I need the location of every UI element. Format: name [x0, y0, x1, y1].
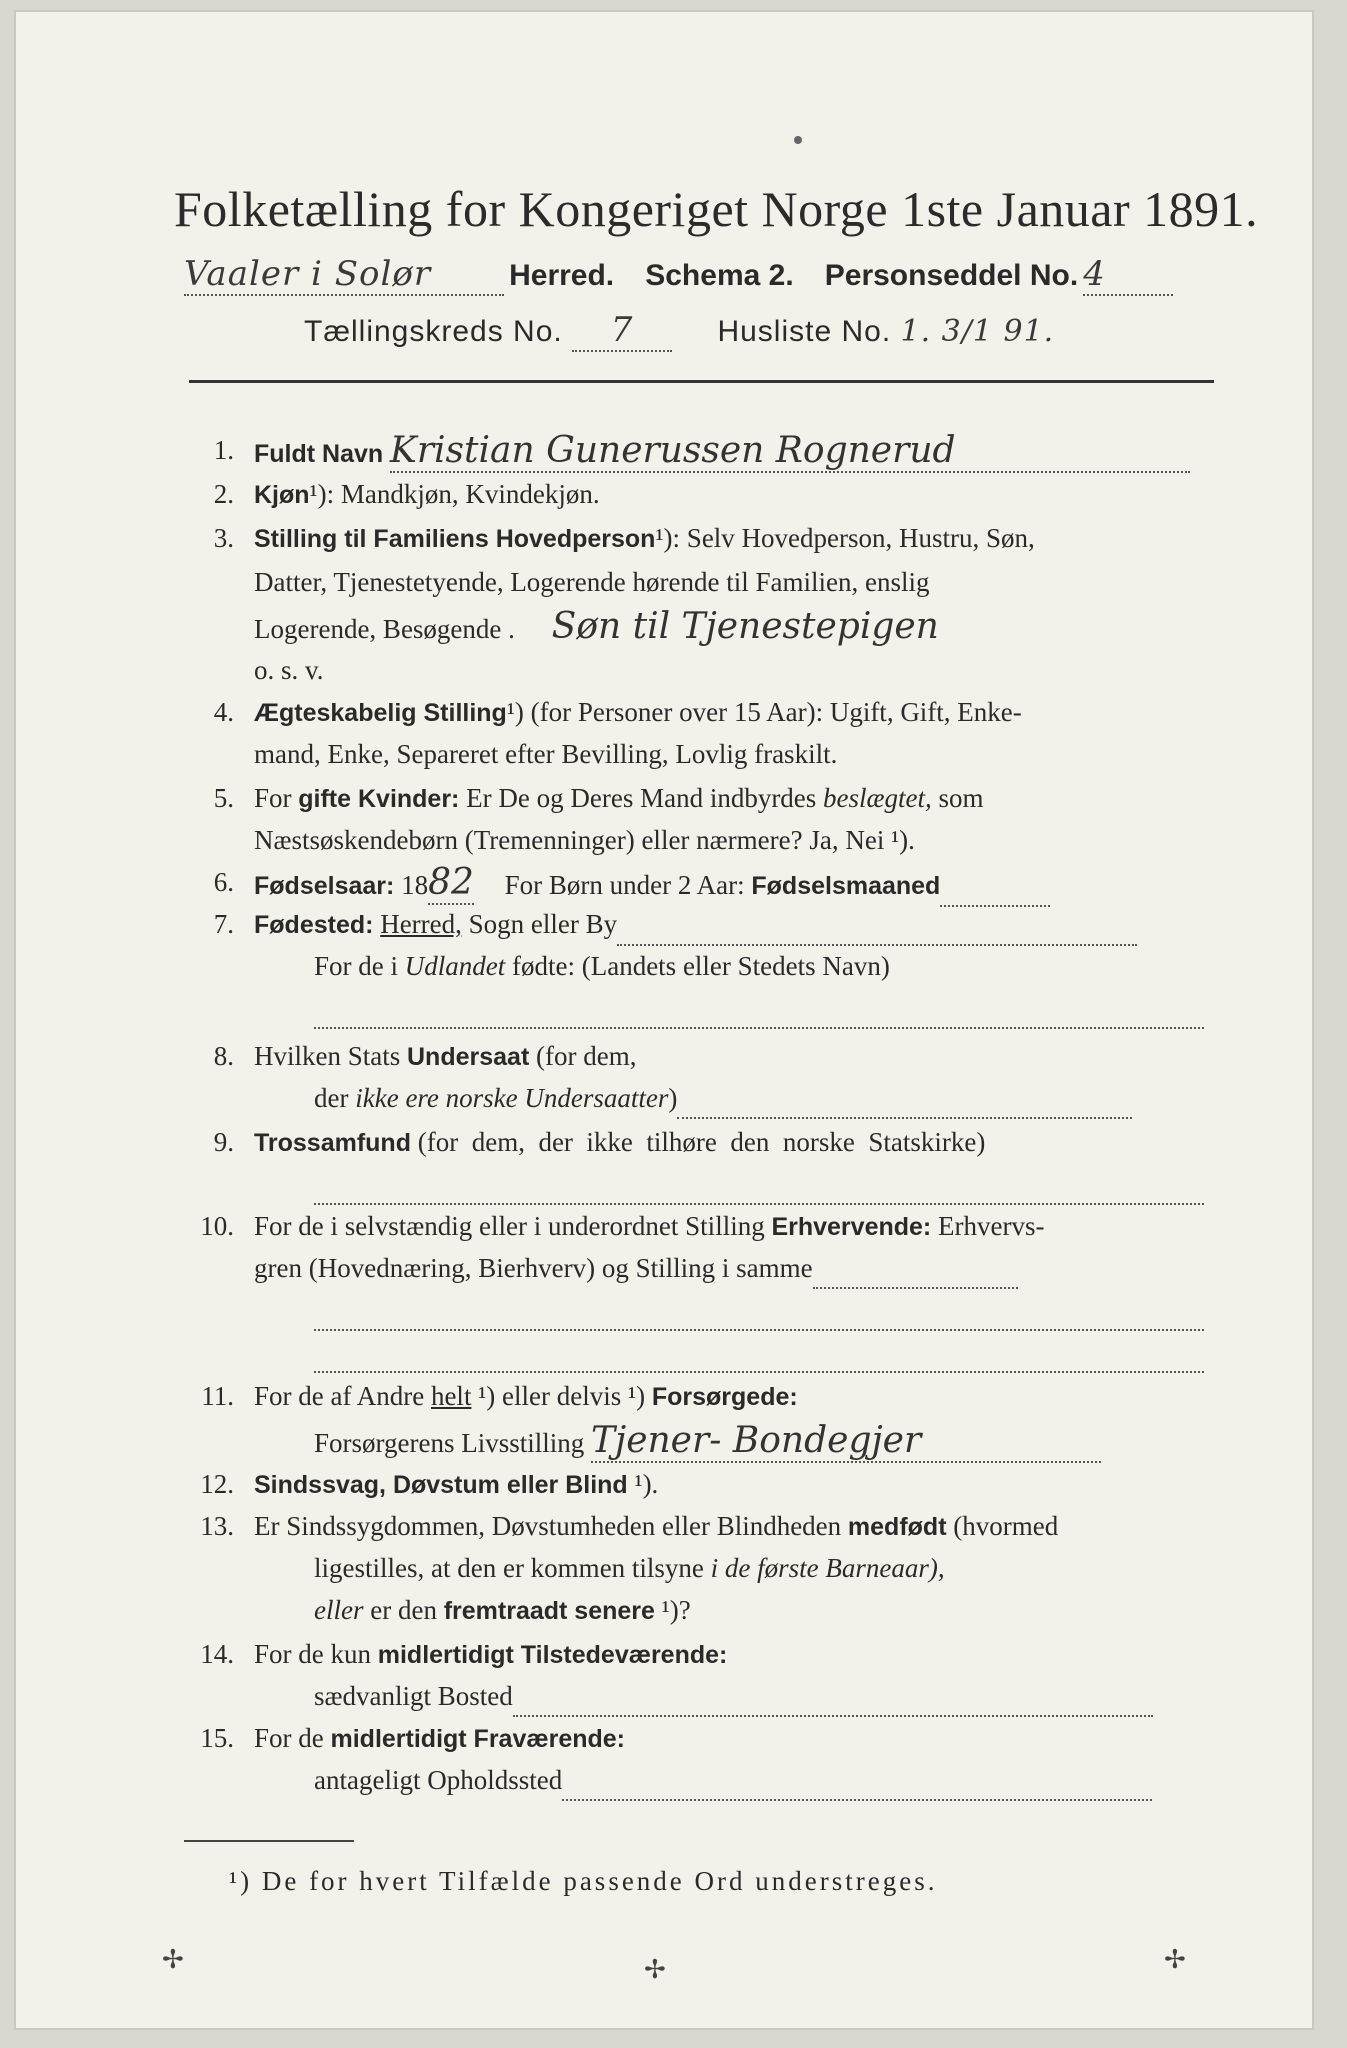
item-text: (hvormed	[953, 1511, 1059, 1541]
item-text: For Børn under 2 Aar:	[504, 870, 745, 900]
header-divider	[189, 380, 1214, 383]
schema-label: Schema 2.	[645, 259, 794, 292]
item-number: 10.	[200, 1211, 234, 1241]
item-text: ligestilles, at den er kommen tilsyne	[314, 1553, 704, 1583]
item-text: Sogn eller By	[468, 909, 618, 939]
item-number: 13.	[200, 1511, 234, 1541]
star-mark-icon: ✢	[644, 1955, 666, 1985]
item-text-underlined: Herred,	[380, 909, 462, 939]
husliste-label: Husliste No.	[717, 315, 892, 348]
taellingskreds-number: 7	[572, 310, 672, 352]
taellingskreds-label: Tællingskreds No.	[304, 315, 563, 348]
family-position-answer: Søn til Tjenestepigen	[551, 606, 939, 647]
item-text: For de kun	[254, 1639, 371, 1669]
footnote-divider	[184, 1840, 354, 1842]
item-text: o. s. v.	[254, 655, 324, 685]
header-line-municipality	[184, 254, 1224, 298]
item-text: Mandkjøn, Kvindekjøn.	[340, 479, 600, 509]
item-text: For de i selvstændig eller i underordnet Stilling	[254, 1211, 765, 1241]
item-text: antageligt Opholdssted	[314, 1765, 563, 1795]
item-text: Logerende, Besøgende .	[254, 614, 515, 644]
item-label: Fødselsmaaned	[751, 872, 941, 900]
item-number: 6.	[213, 867, 234, 897]
item-label: Forsørgede:	[651, 1383, 798, 1411]
item-text: Forsørgerens Livsstilling	[314, 1428, 585, 1458]
birth-year-answer: 82	[428, 862, 474, 903]
item-label: Fødested:	[254, 911, 374, 939]
husliste-number: 1. 3/1 91.	[900, 314, 1055, 349]
item-text: mand, Enke, Separeret efter Bevilling, Lovlig fraskilt.	[254, 739, 838, 769]
supporter-occupation-answer: Tjener- Bondegjer	[591, 1420, 1101, 1463]
item-text-italic: beslægtet,	[823, 783, 932, 813]
item-text: der	[314, 1083, 349, 1113]
item-text-italic: eller	[314, 1595, 364, 1625]
item-label: midlertidigt Tilstedeværende:	[377, 1641, 728, 1669]
item-number: 7.	[213, 909, 234, 939]
whereabouts-field	[562, 1773, 1152, 1801]
foreign-birthplace-field	[314, 1001, 1204, 1029]
herred-label: Herred.	[509, 259, 615, 292]
item-text: fødte: (Landets eller Stedets Navn)	[512, 951, 890, 981]
item-text: gren (Hovednæring, Bierhverv) og Stilling i samme	[254, 1253, 813, 1283]
item-number: 5.	[213, 783, 234, 813]
item-label: medfødt	[847, 1513, 947, 1541]
item-number: 9.	[213, 1127, 234, 1157]
item-text-italic: ikke ere norske Undersaatter	[355, 1083, 669, 1113]
full-name-answer: Kristian Gunerussen Rognerud	[390, 430, 1190, 473]
citizenship-field	[677, 1091, 1132, 1119]
item-text: Er Sindssygdommen, Døvstumheden eller Blindheden	[254, 1511, 842, 1541]
footnote: ¹) De for hvert Tilfælde passende Ord understreges.	[229, 1866, 938, 1896]
form-title: Folketælling for Kongeriget Norge 1ste Januar 1891.	[174, 181, 1259, 237]
item-number: 14.	[200, 1639, 234, 1669]
item-label: Ægteskabelig Stilling	[254, 699, 507, 727]
item-number: 3.	[213, 523, 234, 553]
personseddel-label: Personseddel No.	[824, 259, 1079, 292]
occupation-field-2	[314, 1303, 1204, 1331]
item-label: Stilling til Familiens Hovedperson	[254, 525, 656, 553]
item-label: Trossamfund	[254, 1129, 411, 1157]
item-text: (for Personer over 15 Aar): Ugift, Gift, Enke-	[530, 697, 1022, 727]
star-mark-icon: ✢	[1164, 1945, 1186, 1975]
item-text: For de	[254, 1723, 324, 1753]
item-text: eller delvis	[502, 1381, 622, 1411]
item-number: 11.	[201, 1381, 234, 1411]
item-text: For de i	[314, 951, 398, 981]
star-mark-icon: ✢	[162, 1945, 184, 1975]
item-text: (for dem, der ikke tilhøre den norske Statskirke)	[417, 1127, 986, 1157]
birth-month-field	[940, 879, 1050, 907]
item-text: som	[938, 783, 984, 813]
item-number: 12.	[200, 1469, 234, 1499]
item-label: fremtraadt senere	[443, 1597, 655, 1625]
item-number: 2.	[213, 479, 234, 509]
item-text: Næstsøskendebørn (Tremenninger) eller nærmere? Ja, Nei ¹).	[254, 825, 915, 855]
item-text: Selv Hovedperson, Hustru, Søn,	[686, 523, 1035, 553]
item-text-italic: Udlandet	[404, 951, 506, 981]
item-label: midlertidigt Fraværende:	[330, 1725, 625, 1753]
item-text-italic: i de første Barneaar),	[710, 1553, 945, 1583]
item-label: Undersaat	[407, 1043, 530, 1071]
item-number: 8.	[213, 1041, 234, 1071]
item-text: Erhvervs-	[938, 1211, 1045, 1241]
item-text: Datter, Tjenestetyende, Logerende hørende til Familien, enslig	[254, 567, 930, 597]
header-line-district	[304, 310, 1204, 352]
personseddel-number: 4	[1083, 254, 1173, 296]
item-label: Erhvervende:	[771, 1213, 932, 1241]
item-number: 1.	[213, 435, 234, 465]
item-text: (for dem,	[536, 1041, 637, 1071]
ink-dot	[794, 136, 802, 144]
item-label: Kjøn	[254, 481, 310, 509]
occupation-field-1	[813, 1261, 1018, 1289]
item-label: Sindssvag, Døvstum eller Blind	[254, 1471, 628, 1499]
census-form-sheet: Folketælling for Kongeriget Norge 1ste Januar 1891. Vaaler i Solør Herred. Schema 2. Personseddel No. 4 Tællingskreds No. 7 Husliste No. 1. 3/1 91. 1. Fuldt Navn Kristian Gunerussen Rognerud 2. Kjøn¹): Mandkjøn, Kvindekjøn. 3. Stilling til Familiens Hovedperson¹): Selv Hovedperson, Hustru, Søn, Datter, Tjenestetyende, Logerende hørende til Familien, enslig Logerende, Besøgende . Søn til Tjenestepigen o. s. v. 4. Ægteskabelig Stilling¹) (for Personer over 15 Aar): Ugift, Gift, Enke- mand, Enke, Separeret efter Bevilling, Lovlig fraskilt. 5. For gifte Kvinder: Er De og Deres Mand indbyrdes beslægtet, som Næstsøskendebørn (Tremenninger) eller nærmere? Ja, Nei ¹). 6. Fødselsaar: 1882 For Børn under 2 Aar: Fødselsmaaned 7. Fødested: Herred, Sogn eller By For de i Udlandet fødte: (Landets eller Stedets Navn) 8. Hvilken Stats Undersaat (for dem, der ikke ere norske Undersaatter) 9. Trossamfund (for dem, der ikke tilhøre den norske Statskirke) 10. For de i selvstændig eller i underordnet Stilling Erhvervende: Erhvervs- gren (Hovednæring, Bierhverv) og Stilling i samme 11. For de af Andre helt ¹) eller delvis ¹) Forsørgede: Forsørgerens Livsstilling Tjener- Bondegjer 12. Sindssvag, Døvstum eller Blind ¹). 13. Er Sindssygdommen, Døvstumheden eller Blindheden medfødt (hvormed ligestilles, at den er kommen tilsyne i de første Barneaar), eller er den fremtraadt senere ¹)? 14. For de kun midlertidigt Tilstedeværende: sædvanligt Bosted 15. For de midlertidigt Fraværende: antageligt Opholdssted ¹) De for hvert Tilfælde passende Ord understreges. ✢ ✢ ✢	[14, 10, 1314, 2030]
occupation-field-3	[314, 1345, 1204, 1373]
municipality-handwritten: Vaaler i Solør	[184, 254, 504, 296]
item-text: Hvilken Stats	[254, 1041, 401, 1071]
item-number: 4.	[213, 697, 234, 727]
item-text: For	[254, 783, 292, 813]
religion-field	[314, 1177, 1204, 1205]
item-number: 15.	[200, 1723, 234, 1753]
item-text: For de af Andre	[254, 1381, 425, 1411]
item-text: er den	[370, 1595, 437, 1625]
item-label: Fødselsaar:	[254, 872, 395, 900]
item-label: Fuldt Navn	[254, 440, 384, 468]
item-text: Er De og Deres Mand indbyrdes	[466, 783, 817, 813]
usual-residence-field	[513, 1689, 1153, 1717]
item-text-underlined: helt	[430, 1381, 472, 1411]
birthplace-field	[617, 918, 1137, 946]
item-label: gifte Kvinder:	[298, 785, 460, 813]
year-prefix: 18	[401, 870, 429, 900]
item-text: sædvanligt Bosted	[314, 1681, 513, 1711]
